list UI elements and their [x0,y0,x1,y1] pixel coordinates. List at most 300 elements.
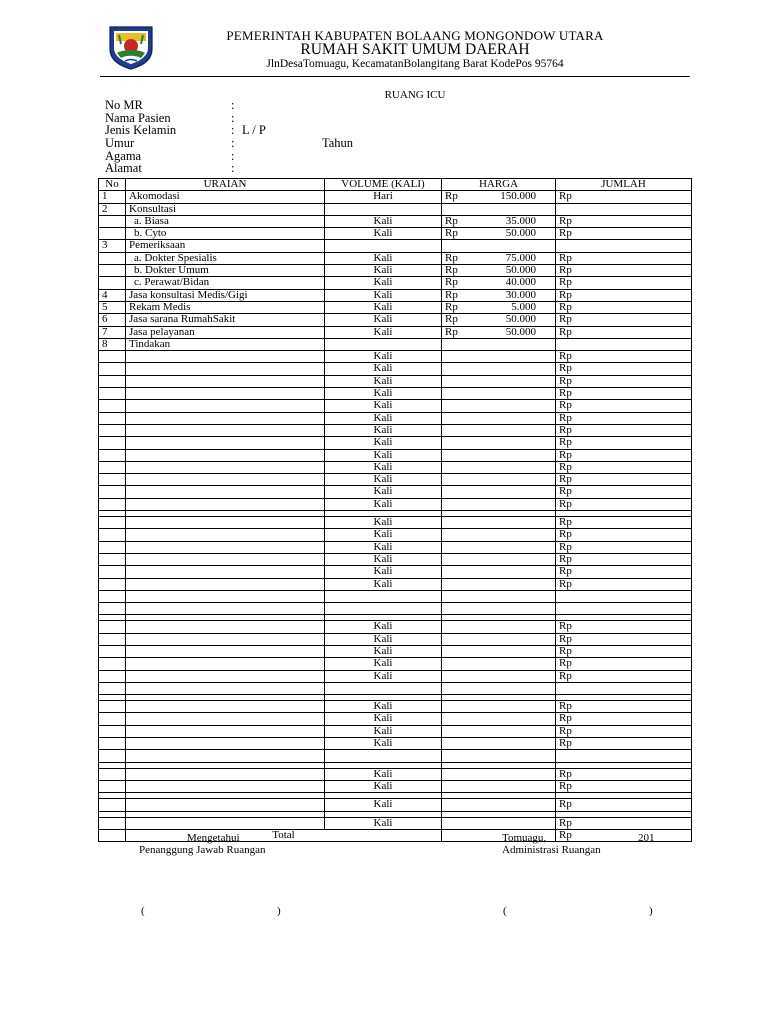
table-row [99,621,692,633]
row-description [126,603,325,615]
row-description [126,412,325,424]
row-volume [325,750,442,762]
table-row [99,277,692,289]
row-amount: Rp [556,498,692,510]
row-price [442,215,556,227]
row-number [99,252,126,264]
row-description: c. Perawat/Bidan [126,277,325,289]
row-description [126,363,325,375]
row-price [442,375,556,387]
patient-field-label: Umur [105,136,135,151]
row-volume: Kali [325,301,442,313]
row-price [442,326,556,338]
row-description [126,388,325,400]
row-number [99,486,126,498]
row-price [442,437,556,449]
row-number: 6 [99,314,126,326]
row-description [126,750,325,762]
row-amount: Rp [556,252,692,264]
table-row [99,424,692,436]
table-row [99,750,692,762]
row-amount: Rp [556,658,692,670]
row-volume: Kali [325,400,442,412]
price-value: 50.000 [505,326,536,338]
row-number [99,437,126,449]
row-price [442,701,556,713]
row-volume: Kali [325,725,442,737]
col-price-header: HARGA [442,179,556,191]
table-row [99,363,692,375]
row-volume: Kali [325,486,442,498]
price-currency: Rp [445,276,458,289]
table-row [99,375,692,387]
row-number [99,725,126,737]
row-description [126,768,325,780]
row-price [442,670,556,682]
row-amount: Rp [556,578,692,590]
row-price [442,578,556,590]
row-volume: Kali [325,713,442,725]
row-number [99,424,126,436]
row-price [442,738,556,750]
price-currency: Rp [445,227,458,240]
price-currency: Rp [445,264,458,277]
patient-field-value: L / P [242,123,266,138]
row-description [126,578,325,590]
table-row [99,191,692,203]
row-number: 5 [99,301,126,313]
table-row [99,633,692,645]
row-description: b. Cyto [126,228,325,240]
row-amount: Rp [556,817,692,829]
row-volume: Kali [325,252,442,264]
row-price [442,780,556,792]
row-volume: Kali [325,701,442,713]
row-amount: Rp [556,566,692,578]
row-volume: Kali [325,228,442,240]
price-currency: Rp [445,289,458,301]
room-title: RUANG ICU [384,89,446,101]
row-amount [556,750,692,762]
row-price [442,817,556,829]
row-description [126,553,325,565]
row-amount: Rp [556,326,692,338]
row-volume [325,240,442,252]
row-number [99,780,126,792]
row-description [126,682,325,694]
row-price [442,252,556,264]
row-number: 2 [99,203,126,215]
row-amount: Rp [556,191,692,203]
place-date-label: Tomuagu, [502,832,547,844]
row-description [126,474,325,486]
row-volume: Kali [325,375,442,387]
row-price [442,553,556,565]
row-price [442,768,556,780]
col-description-header: URAIAN [126,179,325,191]
row-number [99,461,126,473]
row-price [442,474,556,486]
row-amount: Rp [556,738,692,750]
row-volume: Kali [325,670,442,682]
row-price [442,658,556,670]
row-price [442,424,556,436]
row-number [99,277,126,289]
table-row [99,670,692,682]
table-row [99,351,692,363]
row-amount: Rp [556,768,692,780]
row-volume: Kali [325,738,442,750]
table-row [99,578,692,590]
table-row [99,388,692,400]
patient-field-label: Nama Pasien [105,110,171,125]
row-description: Akomodasi [126,191,325,203]
row-volume: Kali [325,351,442,363]
table-row [99,701,692,713]
table-row [99,301,692,313]
price-value: 40.000 [505,276,536,289]
table-row [99,437,692,449]
table-row [99,541,692,553]
row-number [99,682,126,694]
row-volume: Kali [325,645,442,657]
row-number [99,412,126,424]
row-amount: Rp [556,621,692,633]
row-amount: Rp [556,474,692,486]
row-amount: Rp [556,799,692,811]
table-row [99,517,692,529]
row-number [99,517,126,529]
row-amount: Rp [556,701,692,713]
patient-field-colon: : [231,98,235,112]
row-price [442,351,556,363]
table-row [99,780,692,792]
row-price [442,621,556,633]
row-description [126,517,325,529]
row-amount: Rp [556,725,692,737]
price-value: 30.000 [505,289,536,301]
table-row [99,682,692,694]
supervisor-signature-open: ( [141,905,145,917]
patient-field-row [105,150,405,163]
row-volume: Kali [325,461,442,473]
table-row [99,228,692,240]
row-price [442,191,556,203]
price-value: 50.000 [505,227,536,240]
table-row [99,713,692,725]
row-price [442,517,556,529]
patient-field-colon: : [231,110,235,125]
row-description [126,780,325,792]
table-row [99,817,692,829]
row-volume: Kali [325,215,442,227]
row-amount: Rp [556,375,692,387]
table-row [99,498,692,510]
row-amount: Rp [556,461,692,473]
hospital-address: JlnDesaTomuagu, KecamatanBolangitang Barat KodePos 95764 [266,58,564,70]
row-price [442,498,556,510]
row-price [442,277,556,289]
row-price [442,750,556,762]
header-divider [100,76,690,77]
row-description: a. Dokter Spesialis [126,252,325,264]
table-row [99,289,692,301]
row-description [126,713,325,725]
col-no-header: No [99,179,126,191]
table-row [99,326,692,338]
patient-field-colon: : [231,161,235,176]
row-number [99,633,126,645]
table-row [99,738,692,750]
row-description [126,817,325,829]
price-currency: Rp [445,313,458,326]
row-amount: Rp [556,301,692,313]
row-description: Jasa pelayanan [126,326,325,338]
row-description [126,351,325,363]
row-price [442,240,556,252]
row-volume: Kali [325,437,442,449]
row-price [442,799,556,811]
table-row [99,474,692,486]
row-number [99,228,126,240]
row-amount: Rp [556,645,692,657]
row-description [126,486,325,498]
row-description [126,701,325,713]
row-volume [325,682,442,694]
row-volume: Kali [325,289,442,301]
row-description [126,529,325,541]
row-amount: Rp [556,713,692,725]
table-row [99,461,692,473]
row-price [442,388,556,400]
row-description [126,633,325,645]
row-price [442,314,556,326]
row-amount: Rp [556,277,692,289]
row-price [442,645,556,657]
row-price [442,203,556,215]
table-row [99,314,692,326]
row-volume: Hari [325,191,442,203]
patient-field-label: Alamat [105,161,142,176]
row-amount: Rp [556,437,692,449]
row-amount: Rp [556,633,692,645]
row-volume: Kali [325,363,442,375]
price-currency: Rp [445,190,458,203]
row-volume: Kali [325,314,442,326]
row-amount [556,603,692,615]
row-description: Pemeriksaan [126,240,325,252]
row-amount: Rp [556,314,692,326]
row-description: Tindakan [126,338,325,350]
row-volume: Kali [325,265,442,277]
row-description [126,621,325,633]
col-amount-header: JUMLAH [556,179,692,191]
row-description: Jasa sarana RumahSakit [126,314,325,326]
row-description: Jasa konsultasi Medis/Gigi [126,289,325,301]
table-row [99,449,692,461]
row-number [99,817,126,829]
row-volume: Kali [325,326,442,338]
row-number [99,541,126,553]
row-description [126,590,325,602]
table-row [99,566,692,578]
row-price [442,363,556,375]
row-volume: Kali [325,553,442,565]
row-number [99,375,126,387]
row-price [442,301,556,313]
row-description [126,424,325,436]
row-amount [556,682,692,694]
price-value: 35.000 [505,215,536,227]
row-price [442,633,556,645]
row-volume: Kali [325,780,442,792]
row-amount: Rp [556,670,692,682]
crest-logo-icon [107,23,155,71]
room-supervisor-label: Penanggung Jawab Ruangan [139,844,266,856]
row-volume: Kali [325,799,442,811]
table-row [99,658,692,670]
row-number [99,590,126,602]
table-row [99,799,692,811]
total-label: Total [126,829,442,841]
row-price [442,461,556,473]
table-row [99,603,692,615]
row-price [442,529,556,541]
table-row [99,203,692,215]
price-currency: Rp [445,326,458,338]
row-number [99,645,126,657]
price-value: 75.000 [505,252,536,264]
room-administration-label: Administrasi Ruangan [502,844,601,856]
table-header-row [99,179,692,191]
row-price [442,713,556,725]
patient-identity-block [105,99,405,175]
row-number [99,670,126,682]
row-volume [325,590,442,602]
patient-field-row [105,137,405,150]
row-number [99,799,126,811]
row-description: b. Dokter Umum [126,265,325,277]
row-price [442,486,556,498]
row-number [99,750,126,762]
row-description [126,437,325,449]
row-description [126,670,325,682]
row-number [99,498,126,510]
table-row [99,553,692,565]
row-amount [556,240,692,252]
row-description: a. Biasa [126,215,325,227]
row-number [99,265,126,277]
patient-field-row [105,124,405,137]
row-number [99,701,126,713]
row-amount: Rp [556,215,692,227]
table-row [99,215,692,227]
table-row [99,400,692,412]
row-price [442,725,556,737]
row-price [442,400,556,412]
table-row [99,645,692,657]
row-number [99,215,126,227]
row-volume: Kali [325,517,442,529]
row-volume: Kali [325,412,442,424]
admin-signature-open: ( [503,905,507,917]
row-description [126,566,325,578]
row-amount: Rp [556,412,692,424]
row-volume: Kali [325,474,442,486]
row-number [99,738,126,750]
row-price [442,228,556,240]
row-price [442,338,556,350]
row-amount: Rp [556,363,692,375]
row-number [99,529,126,541]
patient-field-colon: : [231,148,235,163]
row-amount [556,590,692,602]
row-number [99,474,126,486]
row-amount: Rp [556,228,692,240]
patient-field-row [105,99,405,112]
patient-field-colon: : [231,136,235,151]
row-number [99,658,126,670]
row-number [99,388,126,400]
row-volume: Kali [325,424,442,436]
row-number: 8 [99,338,126,350]
patient-field-label: No MR [105,98,143,112]
row-number [99,713,126,725]
table-row [99,590,692,602]
table-row [99,338,692,350]
table-row [99,412,692,424]
total-spacer [99,829,126,841]
row-number [99,768,126,780]
row-amount [556,338,692,350]
price-value: 50.000 [505,264,536,277]
price-currency: Rp [445,252,458,264]
patient-field-row [105,162,405,175]
row-price [442,265,556,277]
row-description [126,400,325,412]
patient-field-label: Agama [105,148,142,163]
row-number [99,621,126,633]
row-description [126,738,325,750]
row-number [99,363,126,375]
row-volume: Kali [325,529,442,541]
government-title: PEMERINTAH KABUPATEN BOLAANG MONGONDOW UTARA [226,28,604,43]
row-amount: Rp [556,780,692,792]
table-row [99,529,692,541]
row-price [442,682,556,694]
row-number [99,603,126,615]
row-volume: Kali [325,498,442,510]
row-number: 1 [99,191,126,203]
row-description [126,461,325,473]
row-volume: Kali [325,633,442,645]
price-currency: Rp [445,301,458,313]
row-amount: Rp [556,553,692,565]
row-price [442,289,556,301]
row-amount: Rp [556,517,692,529]
table-row [99,725,692,737]
row-amount: Rp [556,486,692,498]
row-volume: Kali [325,449,442,461]
row-amount: Rp [556,289,692,301]
row-volume: Kali [325,388,442,400]
row-amount: Rp [556,541,692,553]
price-value: 5.000 [511,301,536,313]
row-description [126,645,325,657]
row-amount: Rp [556,424,692,436]
row-price [442,590,556,602]
row-volume [325,338,442,350]
